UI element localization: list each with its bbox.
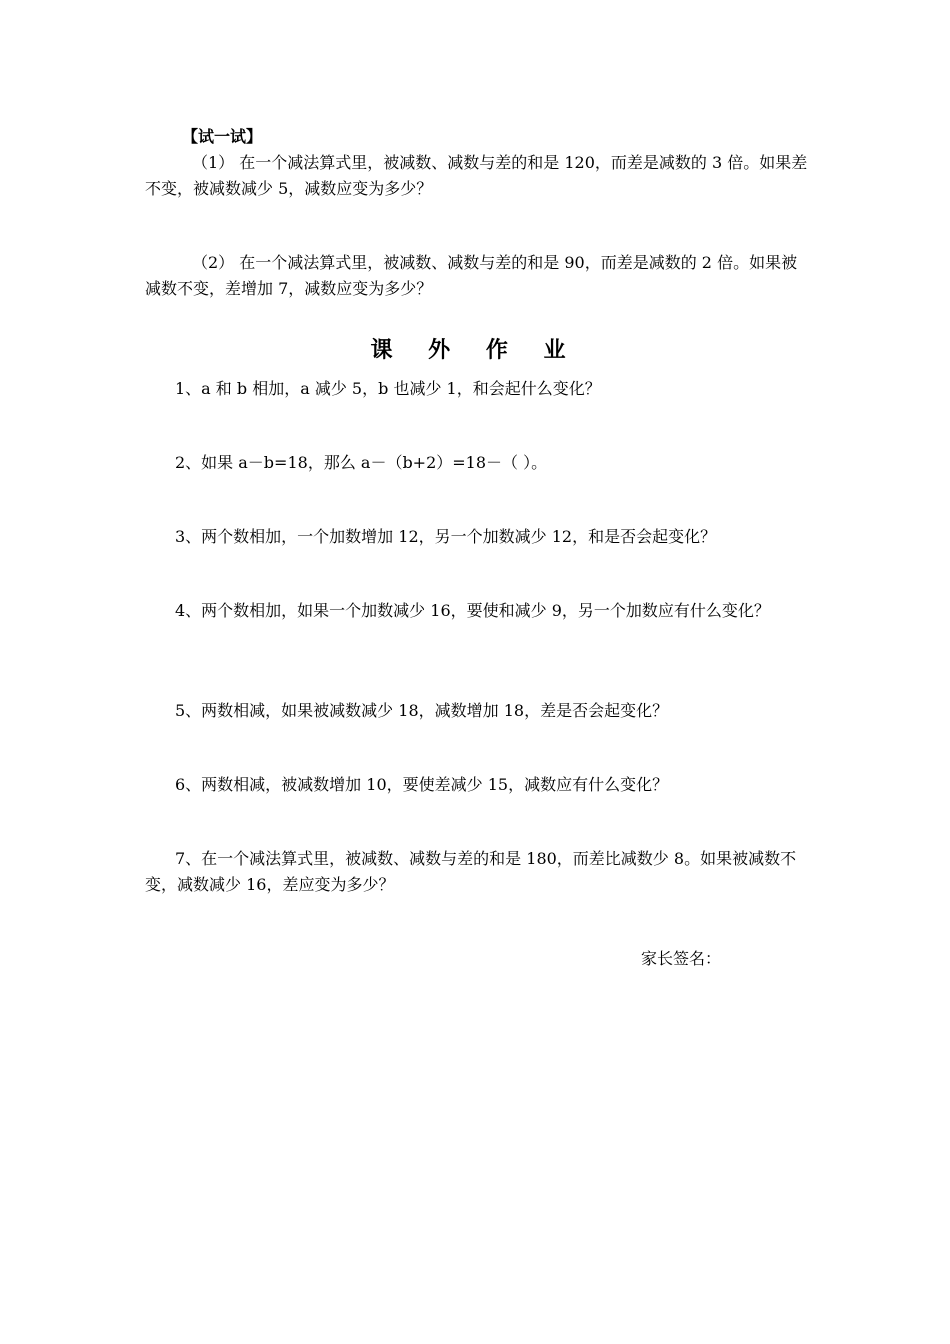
parent-signature-label: 家长签名：	[641, 949, 722, 968]
homework-item-2: 2、如果 a－b=18，那么 a－（b+2）=18－（ ）。	[175, 453, 548, 472]
try-question-2: （2） 在一个减法算式里，被减数、减数与差的和是 90，而差是减数的 2 倍。如果被减数不变，差增加 7，减数应变为多少？	[145, 253, 798, 298]
try-question-1: （1） 在一个减法算式里，被减数、减数与差的和是 120，而差是减数的 3 倍。如果差不变，被减数减少 5，减数应变为多少？	[145, 153, 808, 198]
homework-item-1: 1、a 和 b 相加，a 减少 5，b 也减少 1，和会起什么变化？	[175, 379, 601, 398]
homework-item-3: 3、两个数相加，一个加数增加 12，另一个加数减少 12，和是否会起变化？	[175, 527, 717, 546]
homework-item-6: 6、两数相减，被减数增加 10，要使差减少 15，减数应有什么变化？	[175, 775, 669, 794]
homework-title: 课 外 作 业	[370, 338, 580, 363]
homework-item-5: 5、两数相减，如果被减数减少 18，减数增加 18，差是否会起变化？	[175, 701, 669, 720]
homework-item-4: 4、两个数相加，如果一个加数减少 16，要使和减少 9，另一个加数应有什么变化？	[175, 601, 770, 620]
homework-item-7: 7、在一个减法算式里，被减数、减数与差的和是 180，而差比减数少 8。如果被减数不变，减数减少 16，差应变为多少？	[145, 849, 797, 894]
try-section-title: 【试一试】	[182, 127, 263, 146]
